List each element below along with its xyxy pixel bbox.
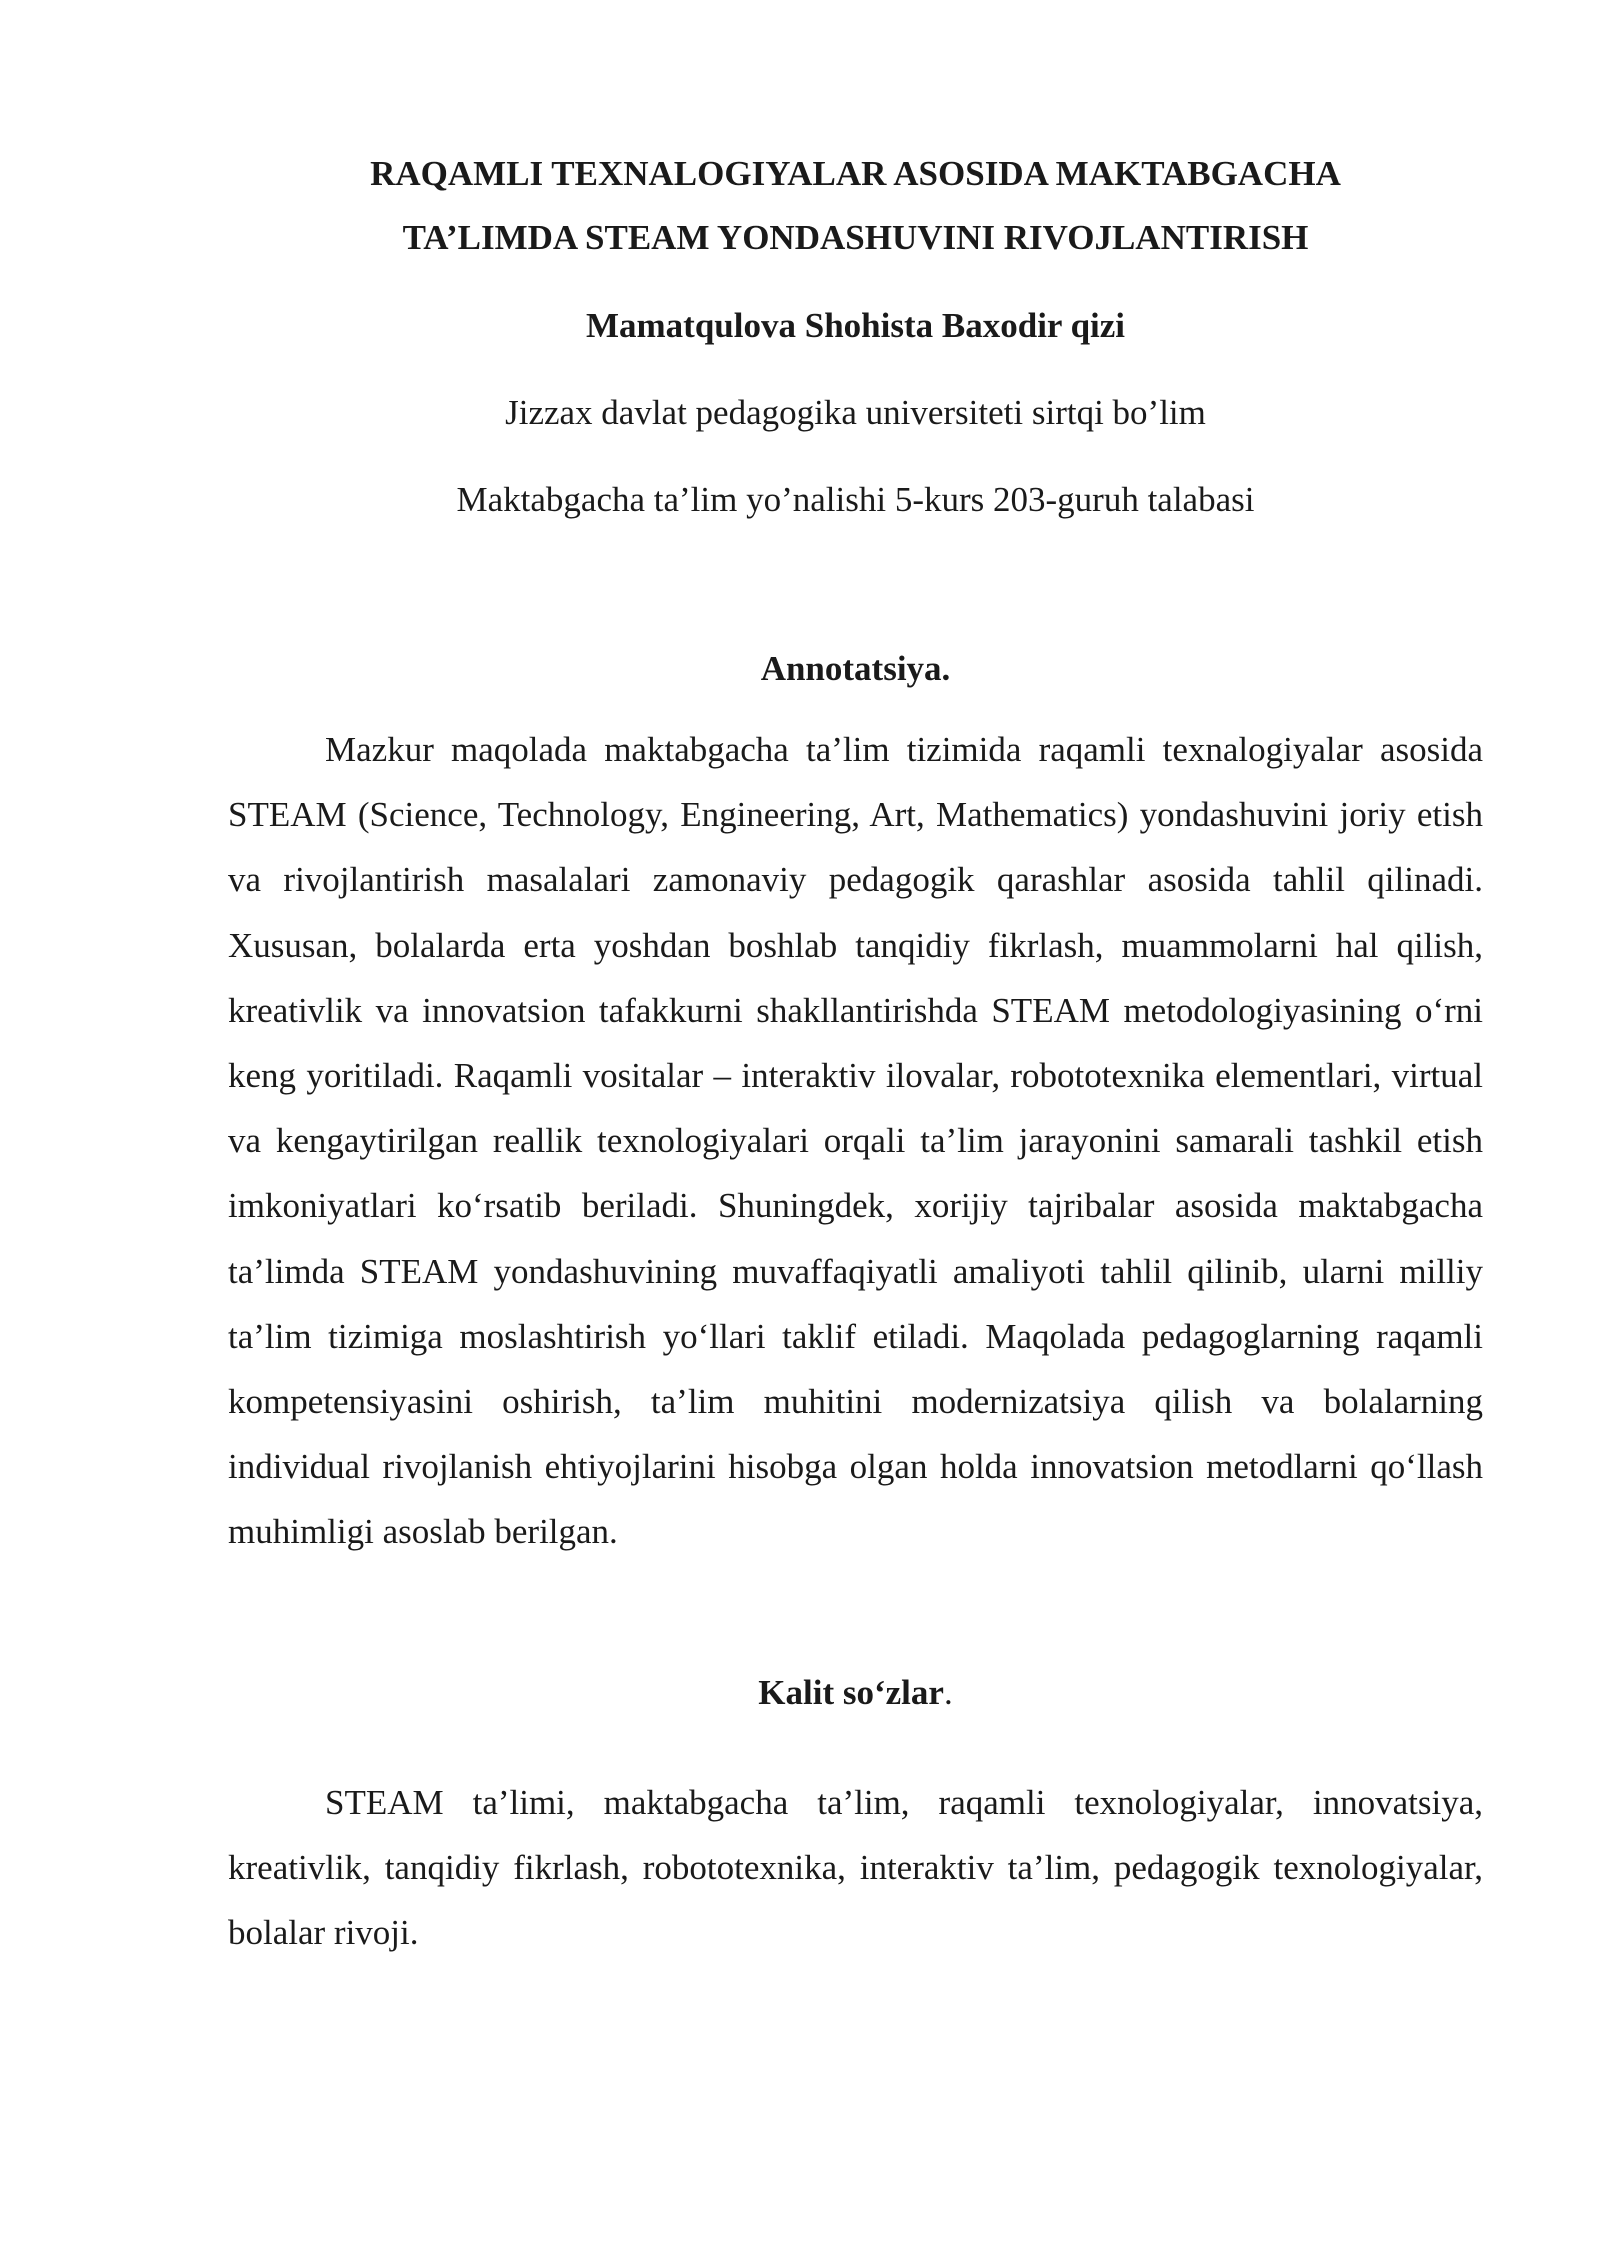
affiliation-line-1: Jizzax davlat pedagogika universiteti sirtqi bo’lim — [505, 393, 1206, 432]
keywords-heading — [228, 1671, 1483, 1715]
affiliation-line-2: Maktabgacha ta’lim yo’nalishi 5-kurs 203-guruh talabasi — [456, 480, 1255, 519]
paper-title-line-1: RAQAMLI TEXNALOGIYALAR ASOSIDA MAKTABGACHA — [370, 154, 1341, 193]
paper-title-line-2: TA’LIMDA STEAM YONDASHUVINI RIVOJLANTIRISH — [402, 218, 1309, 257]
keywords-heading-label: Kalit so‘zlar — [758, 1673, 944, 1712]
abstract-text: Mazkur maqolada maktabgacha ta’lim tizimida raqamli texnalogiyalar asosida STEAM (Science, Technology, Engineering, Art, Mathematics) yondashuvini joriy etish va rivojlantirish masalalari zamonaviy pedagogik qarashlar asosida tahlil qilinadi. Xususan, bolalarda erta yoshdan boshlab tanqidiy fikrlash, muammolarni hal qilish, kreativlik va innovatsion tafakkurni shakllantirishda STEAM metodologiyasining o‘rni keng yoritiladi. Raqamli vositalar – interaktiv ilovalar, robototexnika elementlari, virtual va kengaytirilgan reallik texnologiyalari orqali ta’lim jarayonini samarali tashkil etish imkoniyatlari ko‘rsatib beriladi. Shuningdek, xorijiy tajribalar asosida maktabgacha ta’limda STEAM yondashuvining muvaffaqiyatli amaliyoti tahlil qilinib, ularni milliy ta’lim tizimiga moslashtirish yo‘llari taklif etiladi. Maqolada pedagoglarning raqamli kompetensiyasini oshirish, ta’lim muhitini modernizatsiya qilish va bolalarning individual rivojlanish ehtiyojlarini hisobga olgan holda innovatsion metodlarni qo‘llash muhimligi asoslab berilgan. — [228, 730, 1483, 1552]
abstract-heading: Annotatsiya. — [760, 649, 951, 688]
author-name: Mamatqulova Shohista Baxodir qizi — [585, 306, 1126, 345]
keywords-text: STEAM ta’limi, maktabgacha ta’lim, raqamli texnologiyalar, innovatsiya, kreativlik, tanqidiy fikrlash, robototexnika, interaktiv ta’lim, pedagogik texnologiyalar, bolalar rivoji. — [228, 1783, 1483, 1953]
keywords-heading-suffix: . — [943, 1673, 953, 1712]
